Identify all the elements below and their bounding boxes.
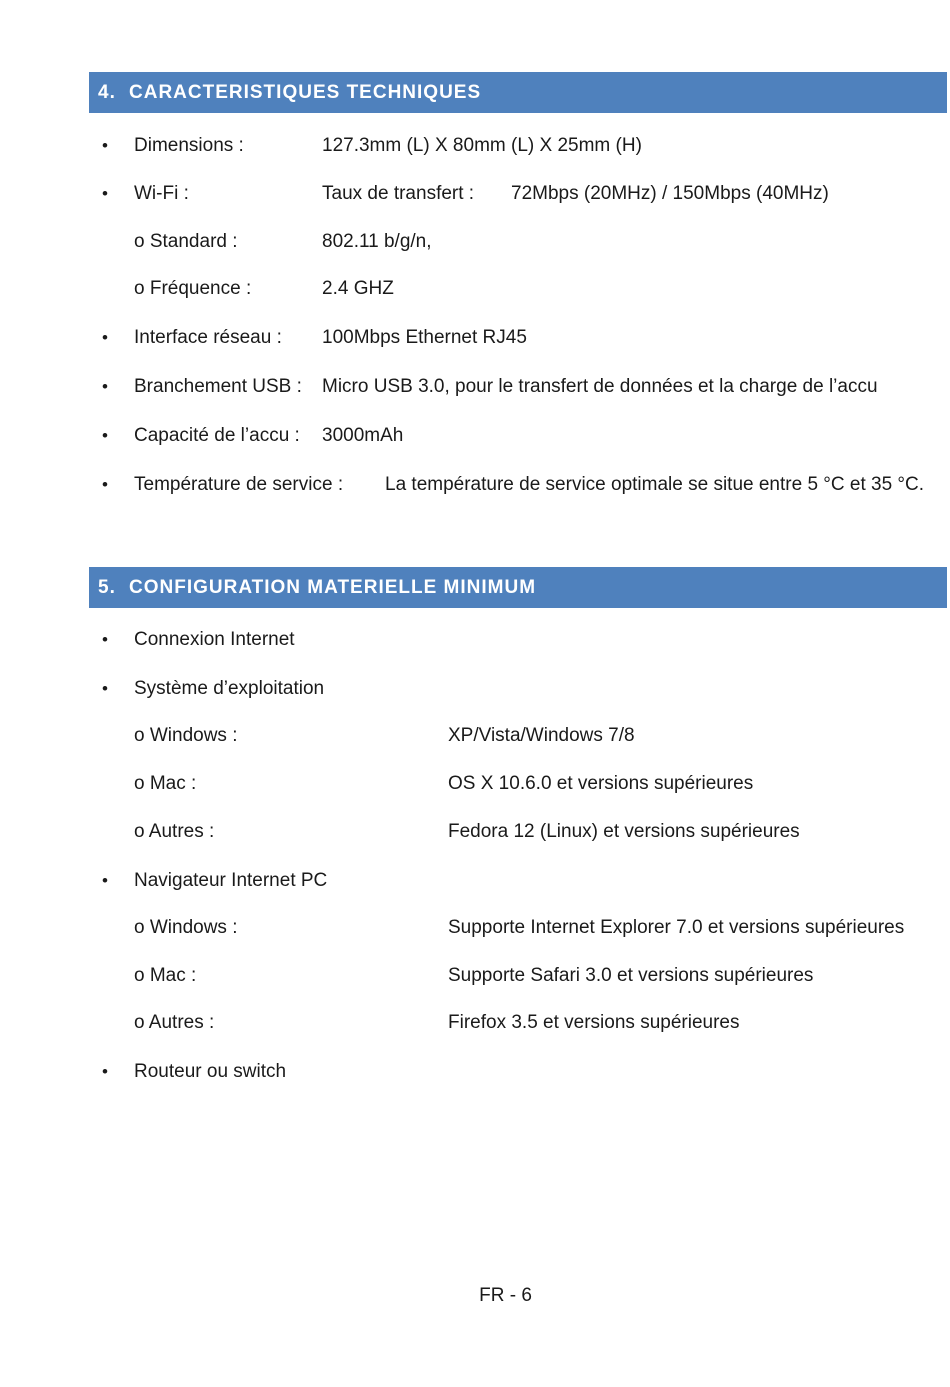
req-os-mac-label: o Mac : (134, 773, 197, 794)
spec-battery-label: Capacité de l’accu : (134, 425, 300, 446)
bullet-icon: • (102, 871, 108, 890)
spec-wifi-rate-value: 72Mbps (20MHz) / 150Mbps (40MHz) (511, 183, 829, 204)
spec-dimensions-label: Dimensions : (134, 135, 244, 156)
req-os-label: Système d’exploitation (134, 678, 325, 699)
section-4-header (89, 72, 947, 113)
spec-dimensions-value: 127.3mm (L) X 80mm (L) X 25mm (H) (322, 135, 642, 156)
req-os-mac-value: OS X 10.6.0 et versions supérieures (448, 773, 754, 794)
req-browser-windows-label: o Windows : (134, 917, 238, 938)
bullet-icon: • (102, 1062, 108, 1081)
page-number: FR - 6 (479, 1285, 532, 1306)
bullet-icon: • (102, 184, 108, 203)
req-browser-mac-value: Supporte Safari 3.0 et versions supérieures (448, 965, 814, 986)
req-os-others-value: Fedora 12 (Linux) et versions supérieures (448, 821, 800, 842)
spec-frequency-label: o Fréquence : (134, 278, 252, 299)
section-5-header (89, 567, 947, 608)
spec-network-label: Interface réseau : (134, 327, 282, 348)
spec-usb-label: Branchement USB : (134, 376, 302, 397)
bullet-icon: • (102, 426, 108, 445)
spec-temperature-value: La température de service optimale se situe entre 5 °C et 35 °C. (385, 474, 925, 495)
req-browser-label: Navigateur Internet PC (134, 870, 328, 891)
bullet-icon: • (102, 377, 108, 396)
spec-frequency-value: 2.4 GHZ (322, 278, 394, 299)
section-4-number: 4. (98, 82, 116, 103)
req-os-windows-label: o Windows : (134, 725, 238, 746)
req-os-others-label: o Autres : (134, 821, 215, 842)
bullet-icon: • (102, 328, 108, 347)
section-5-number: 5. (98, 577, 116, 598)
spec-network-value: 100Mbps Ethernet RJ45 (322, 327, 527, 348)
spec-standard-label: o Standard : (134, 231, 238, 252)
bullet-icon: • (102, 136, 108, 155)
bullet-icon: • (102, 679, 108, 698)
spec-wifi-label: Wi-Fi : (134, 183, 189, 204)
req-browser-mac-label: o Mac : (134, 965, 197, 986)
spec-battery-value: 3000mAh (322, 425, 404, 446)
req-os-windows-value: XP/Vista/Windows 7/8 (448, 725, 635, 746)
bullet-icon: • (102, 630, 108, 649)
req-internet-label: Connexion Internet (134, 629, 295, 650)
section-5-title: CONFIGURATION MATERIELLE MINIMUM (129, 577, 537, 598)
section-4-title: CARACTERISTIQUES TECHNIQUES (129, 82, 482, 103)
spec-wifi-rate-label: Taux de transfert : (322, 183, 475, 204)
req-browser-others-value: Firefox 3.5 et versions supérieures (448, 1012, 740, 1033)
spec-usb-value: Micro USB 3.0, pour le transfert de données et la charge de l’accu (322, 376, 878, 397)
req-browser-windows-value: Supporte Internet Explorer 7.0 et versions supérieures (448, 917, 905, 938)
req-router-label: Routeur ou switch (134, 1061, 287, 1082)
spec-standard-value: 802.11 b/g/n, (322, 231, 432, 252)
spec-temperature-label: Température de service : (134, 474, 344, 495)
req-browser-others-label: o Autres : (134, 1012, 215, 1033)
bullet-icon: • (102, 475, 108, 494)
